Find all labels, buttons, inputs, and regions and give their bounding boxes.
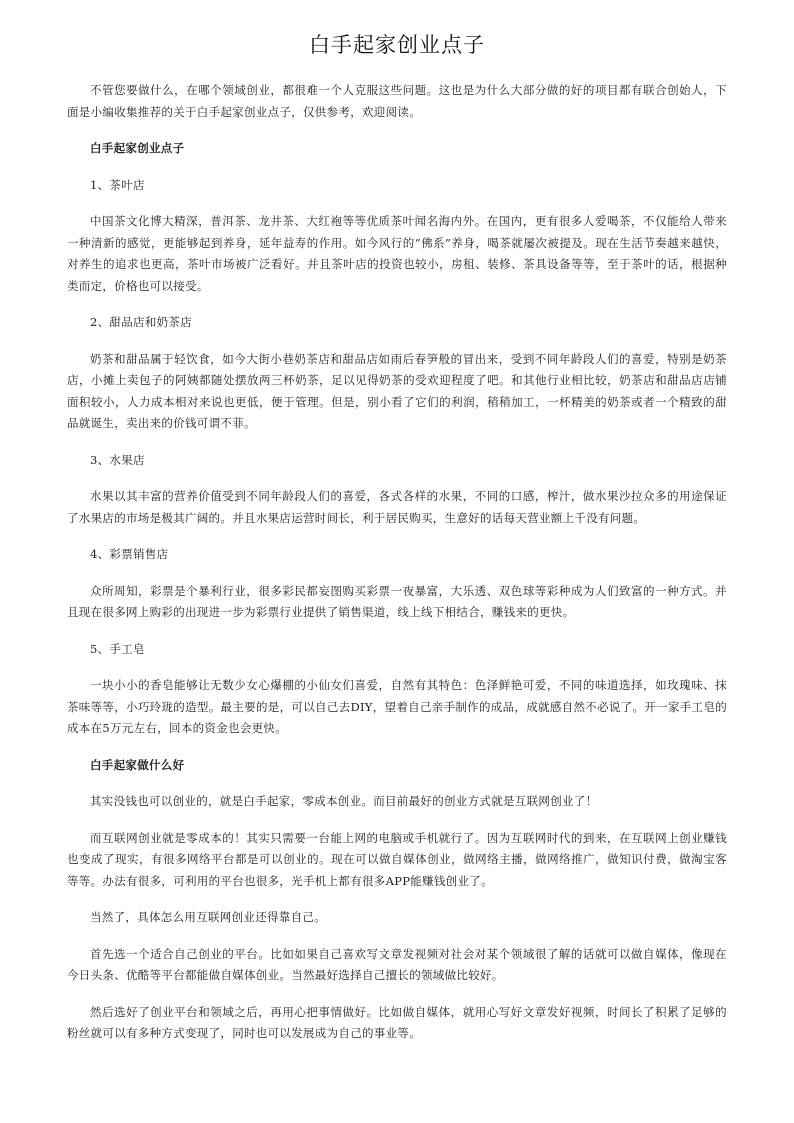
paragraph-1: 其实没钱也可以创业的，就是白手起家，零成本创业。而目前最好的创业方式就是互联网创业了！ [90,794,598,808]
paragraph-3: 当然了，具体怎么用互联网创业还得靠自己。 [90,910,326,924]
item-body-handmade-soap: 一块小小的香皂能够让无数少女心爆棚的小仙女们喜爱，自然有其特色：色泽鲜艳可爱，不同的味道选择，如玫瑰味、抹茶味等等，小巧玲珑的造型。最主要的是，可以自己去DIY，望着自己亲手制作的成品，成就感自然不必说了。开一家手工皂的成本在5万元左右，回本的资金也会更快。 [67,678,727,735]
document-title: 白手起家创业点子 [309,33,485,57]
paragraph-4: 首先选一个适合自己创业的平台。比如如果自己喜欢写文章发视频对社会对某个领域很了解的话就可以做自媒体，像现在今日头条、优酷等平台都能做自媒体创业。当然最好选择自己擅长的领域做比较好。 [67,946,727,982]
intro-paragraph: 不管您要做什么，在哪个领域创业，都很难一个人克服这些问题。这也是为什么大部分做的好的项目都有联合创始人，下面是小编收集推荐的关于白手起家创业点子，仅供参考，欢迎阅读。 [67,83,727,119]
document-page [67,30,727,1060]
item-body-lottery-shop: 众所周知，彩票是个暴利行业，很多彩民都妄图购买彩票一夜暴富，大乐透、双色球等彩种成为人们致富的一种方式。并且现在很多网上购彩的出现进一步为彩票行业提供了销售渠道，线上线下相结合，赚钱来的更快。 [67,583,727,619]
section-heading-ideas: 白手起家创业点子 [90,141,185,155]
paragraph-2: 而互联网创业就是零成本的！其实只需要一台能上网的电脑或手机就行了。因为互联网时代的到来，在互联网上创业赚钱也变成了现实，有很多网络平台都是可以创业的。现在可以做自媒体创业，做网络主播，做网络推广，做知识付费，做淘宝客等等。办法有很多，可利用的平台也很多，光手机上都有很多APP能赚钱创业了。 [67,830,727,888]
item-title-handmade-soap: 5、手工皂 [90,641,145,656]
item-body-dessert-shop: 奶茶和甜品属于轻饮食，如今大街小巷奶茶店和甜品店如雨后春笋般的冒出来，受到不同年龄段人们的喜爱，特别是奶茶店，小摊上卖包子的阿姨都随处摆放两三杯奶茶，足以见得奶茶的受欢迎程度了吧。和其他行业相比较，奶茶店和甜品店店铺面积较小，人力成本相对来说也更低，便于管理。但是，别小看了它们的利润，稍稍加工，一杯精美的奶茶或者一个精致的甜品就诞生，卖出来的价钱可谓不菲。 [67,351,727,430]
paragraph-5: 然后选好了创业平台和领域之后，再用心把事情做好。比如做自媒体，就用心写好文章发好视频，时间长了积累了足够的粉丝就可以有多种方式变现了，同时也可以发展成为自己的事业等。 [67,1004,727,1040]
item-title-lottery-shop: 4、彩票销售店 [90,547,169,561]
item-title-fruit-shop: 3、水果店 [90,452,145,467]
item-title-dessert-shop: 2、甜品店和奶茶店 [90,315,193,329]
item-body-fruit-shop: 水果以其丰富的营养价值受到不同年龄段人们的喜爱，各式各样的水果，不同的口感，榨汁，做水果沙拉众多的用途保证了水果店的市场是极其广阔的。并且水果店运营时间长，利于居民购买，生意好的话每天营业额上千没有问题。 [67,489,727,525]
item-body-tea-shop: 中国茶文化博大精深，普洱茶、龙井茶、大红袍等等优质茶叶闻名海内外。在国内，更有很多人爱喝茶，不仅能给人带来一种清新的感觉，更能够起到养身，延年益寿的作用。如今风行的“佛系”养身，喝茶就屡次被提及。现在生活节奏越来越快，对养生的追求也更高，茶叶市场被广泛看好。并且茶叶店的投资也较小，房租、装修、茶具设备等等，至于茶叶的话，根据种类而定，价格也可以接受。 [67,214,727,293]
item-title-tea-shop: 1、茶叶店 [90,177,145,192]
section-heading-what-to-do: 白手起家做什么好 [90,757,185,772]
